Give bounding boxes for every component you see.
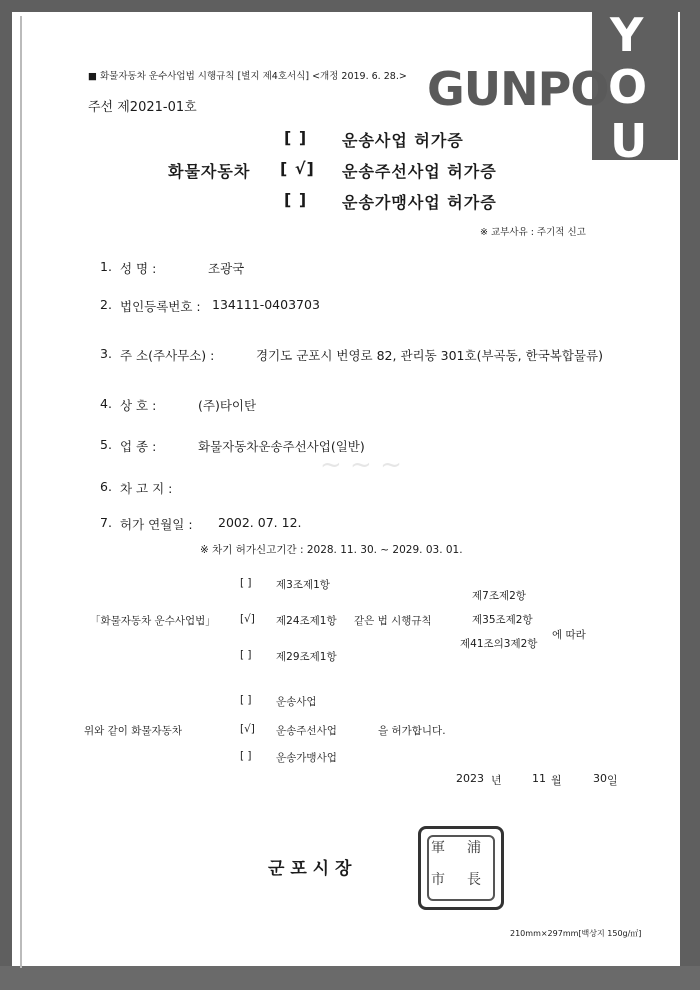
law-check: [ ] — [240, 577, 252, 589]
law-item: 제3조제1항 — [276, 579, 330, 591]
law-suffix: 에 따라 — [552, 629, 586, 641]
field-value: 경기도 군포시 번영로 82, 관리동 301호(부곡동, 한국복합물류) — [256, 348, 603, 363]
law-name: 「화물자동차 운수사업법」 — [90, 615, 216, 627]
grant-check: [√] — [240, 723, 255, 735]
next-report-period: ※ 차기 허가신고기간 : 2028. 11. 30. ~ 2029. 03. 01. — [200, 544, 463, 556]
date-year-unit: 년 — [491, 774, 502, 787]
date-day: 30 — [593, 772, 607, 785]
you-letter-y: Y — [610, 8, 644, 62]
title-check-forwarding: [ √] — [280, 159, 315, 178]
field-value: 2002. 07. 12. — [218, 515, 302, 530]
law-check: [√] — [240, 613, 255, 625]
field-num: 6. — [100, 479, 112, 494]
grant-suffix: 을 허가합니다. — [378, 725, 446, 737]
watermark-background: ~ ~ ~ — [320, 450, 402, 480]
law-item: 제29조제1항 — [276, 651, 337, 663]
field-num: 5. — [100, 437, 112, 452]
grant-check: [ ] — [240, 750, 252, 762]
rule-item: 제41조의3제2항 — [460, 638, 538, 650]
date-month-unit: 월 — [551, 774, 562, 787]
field-value: 조광국 — [208, 261, 245, 276]
scan-frame-left — [0, 0, 12, 990]
scan-frame-bottom — [0, 966, 700, 990]
grant-item: 운송사업 — [276, 696, 317, 708]
title-check-transport: [ ] — [284, 128, 308, 147]
field-label: 성 명 : — [120, 261, 157, 276]
field-label: 주 소(주사무소) : — [120, 348, 215, 363]
title-label-franchise: 운송가맹사업 허가증 — [342, 193, 497, 212]
scan-frame-right — [680, 0, 700, 990]
doc-number: 주선 제2021-01호 — [88, 100, 197, 115]
you-letter-o: O — [608, 60, 648, 114]
title-label-transport: 운송사업 허가증 — [342, 131, 464, 150]
rule-item: 제7조제2항 — [472, 590, 526, 602]
legal-basis: ■ 화물자동차 운수사업법 시행규칙 [별지 제4호서식] <개정 2019. 6. 28.> — [88, 71, 407, 82]
field-value: 화물자동차운송주선사업(일반) — [198, 439, 365, 454]
field-value: 134111-0403703 — [212, 297, 320, 312]
field-label: 차 고 지 : — [120, 481, 173, 496]
title-label-forwarding: 운송주선사업 허가증 — [342, 162, 497, 181]
field-num: 1. — [100, 259, 112, 274]
issuer-name: 군 포 시 장 — [268, 859, 352, 879]
title-check-franchise: [ ] — [284, 190, 308, 209]
law-check: [ ] — [240, 649, 252, 661]
date-day-unit: 일 — [607, 774, 618, 787]
field-num: 2. — [100, 297, 112, 312]
law-connector: 같은 법 시행규칙 — [354, 615, 432, 627]
date-month: 11 — [532, 772, 546, 785]
field-value: (주)타이탄 — [198, 398, 257, 413]
field-label: 법인등록번호 : — [120, 299, 201, 314]
grant-item: 운송가맹사업 — [276, 752, 337, 764]
field-num: 4. — [100, 396, 112, 411]
title-prefix: 화물자동차 — [168, 162, 251, 181]
field-num: 7. — [100, 515, 112, 530]
gunpo-logo: GUNPO — [427, 62, 609, 116]
field-label: 업 종 : — [120, 439, 157, 454]
you-letter-u: U — [610, 114, 648, 168]
grant-check: [ ] — [240, 694, 252, 706]
grant-prefix: 위와 같이 화물자동차 — [84, 725, 182, 737]
field-label: 허가 연월일 : — [120, 517, 193, 532]
grant-item: 운송주선사업 — [276, 725, 337, 737]
field-label: 상 호 : — [120, 398, 157, 413]
field-num: 3. — [100, 346, 112, 361]
paper-spec: 210mm×297mm[백상지 150g/㎡] — [510, 929, 642, 938]
issue-reason: ※ 교부사유 : 주기적 신고 — [480, 227, 586, 238]
rule-item: 제35조제2항 — [472, 614, 533, 626]
date-year: 2023 — [456, 772, 484, 785]
official-seal: 軍 浦 市 長 — [418, 826, 504, 910]
law-item: 제24조제1항 — [276, 615, 337, 627]
